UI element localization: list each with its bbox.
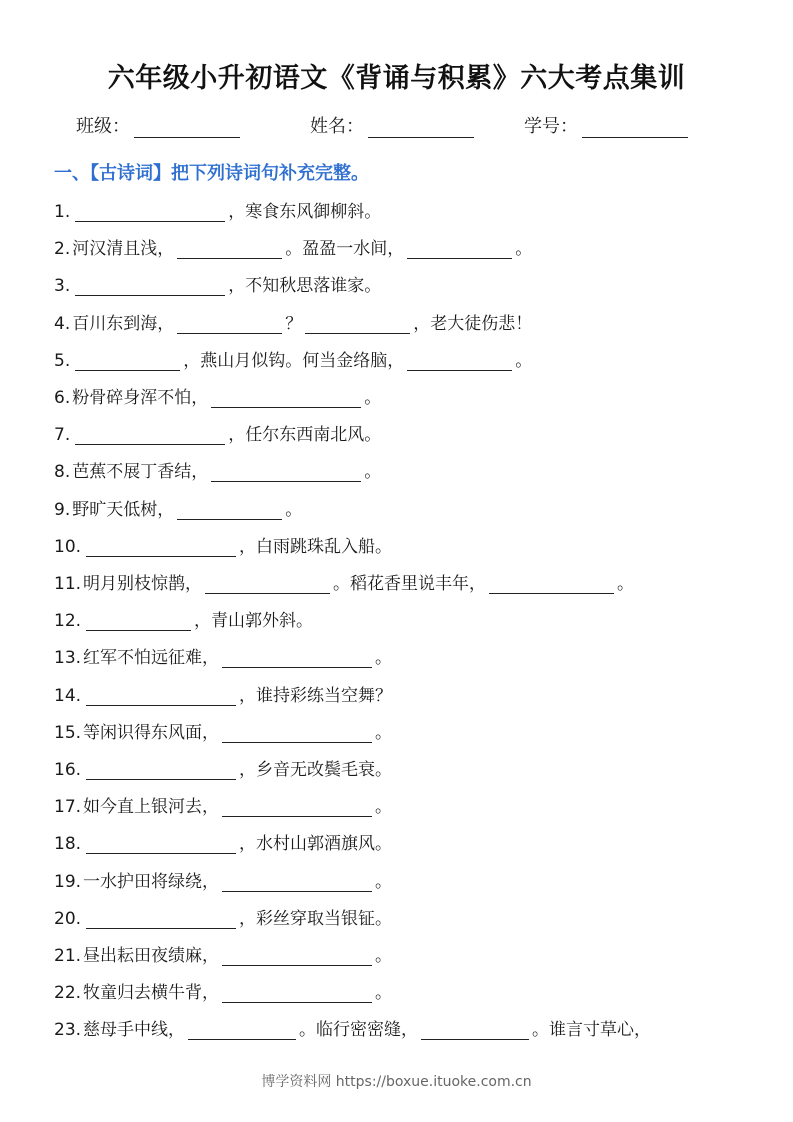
question-item (54, 1016, 651, 1040)
question-number: 11. (54, 574, 82, 594)
question-number: 20. (54, 908, 82, 929)
question-item (54, 830, 392, 854)
question-item (54, 570, 634, 594)
question-text: 。 (375, 983, 393, 1004)
question-number: 10. (54, 536, 82, 557)
question-number: 1. (54, 202, 71, 222)
question-text: 如今直上银河去， (83, 797, 220, 818)
student-id-label: 学号： (524, 116, 578, 137)
answer-blank[interactable] (407, 352, 512, 371)
question-text: 。 (375, 946, 393, 966)
question-number: 19. (54, 871, 82, 892)
question-text: ，白雨跳珠乱入船。 (239, 536, 393, 557)
answer-blank[interactable] (489, 575, 614, 594)
answer-blank[interactable] (86, 687, 236, 706)
question-number: 14. (54, 685, 82, 706)
question-text: 芭蕉不展丁香结， (72, 462, 209, 483)
question-text: ，谁持彩练当空舞？ (239, 685, 393, 706)
question-item (54, 421, 381, 445)
question-number: 4. (54, 313, 71, 334)
class-input-line[interactable] (134, 119, 240, 138)
question-text: ，彩丝穿取当银钲。 (239, 908, 393, 929)
question-item (54, 644, 392, 668)
question-text: 。 (375, 722, 393, 743)
answer-blank[interactable] (407, 240, 512, 259)
answer-blank[interactable] (305, 315, 410, 334)
question-text: ，任尔东西南北风。 (228, 425, 382, 446)
question-text: 粉骨碎身浑不怕， (72, 388, 209, 408)
answer-blank[interactable] (86, 612, 191, 631)
question-text: 慈母手中线， (83, 1020, 186, 1041)
footer-watermark: 博学资料网 https://boxue.ituoke.com.cn (261, 1074, 532, 1090)
question-item (54, 868, 392, 892)
question-item (54, 310, 532, 334)
question-text: 。 (285, 499, 303, 520)
question-number: 12. (54, 611, 82, 632)
answer-blank[interactable] (86, 538, 236, 557)
question-item (54, 384, 381, 408)
question-text: ，乡音无改鬓毛衰。 (239, 760, 393, 780)
question-item (54, 756, 392, 780)
question-text: 。临行密密缝， (299, 1020, 419, 1041)
question-number: 2. (54, 239, 71, 260)
question-text: 一水护田将绿绕， (83, 871, 220, 892)
answer-blank[interactable] (188, 1021, 296, 1040)
question-number: 16. (54, 760, 82, 780)
question-number: 5. (54, 350, 71, 371)
answer-blank[interactable] (177, 315, 282, 334)
question-text: 。 (515, 350, 533, 371)
answer-blank[interactable] (211, 463, 361, 482)
answer-blank[interactable] (211, 389, 361, 408)
question-item (54, 533, 392, 557)
class-label: 班级： (76, 116, 130, 137)
answer-blank[interactable] (421, 1021, 529, 1040)
answer-blank[interactable] (75, 426, 225, 445)
question-item (54, 458, 381, 482)
question-text: 。 (375, 797, 393, 818)
question-number: 8. (54, 462, 71, 483)
name-field (310, 114, 474, 138)
question-text: ，青山郭外斜。 (194, 611, 314, 632)
question-number: 23. (54, 1020, 82, 1041)
answer-blank[interactable] (222, 947, 372, 966)
question-number: 21. (54, 946, 82, 966)
student-id-field (524, 114, 688, 138)
question-text: ，不知秋思落谁家。 (228, 276, 382, 297)
answer-blank[interactable] (177, 501, 282, 520)
question-text: 。 (364, 388, 382, 408)
question-text: ？ (285, 313, 303, 334)
question-text: 河汉清且浅， (72, 239, 175, 260)
question-number: 7. (54, 425, 71, 446)
question-item (54, 905, 392, 929)
question-number: 15. (54, 722, 82, 743)
question-text: 。 (375, 648, 393, 669)
question-number: 6. (54, 388, 71, 408)
question-text: 。 (364, 462, 382, 483)
answer-blank[interactable] (86, 835, 236, 854)
answer-blank[interactable] (205, 575, 330, 594)
answer-blank[interactable] (222, 873, 372, 892)
question-text: 。谁言寸草心， (532, 1020, 652, 1041)
question-text: ，寒食东风御柳斜。 (228, 202, 382, 222)
answer-blank[interactable] (86, 910, 236, 929)
question-number: 22. (54, 983, 82, 1004)
question-text: ，燕山月似钩。何当金络脑， (183, 350, 405, 371)
question-text: 等闲识得东风面， (83, 722, 220, 743)
question-text: 。盈盈一水间， (285, 239, 405, 260)
page-title: 六年级小升初语文《背诵与积累》六大考点集训 (107, 63, 686, 94)
answer-blank[interactable] (86, 761, 236, 780)
class-field (76, 114, 240, 138)
section-heading: 一、【古诗词】把下列诗词句补充完整。 (54, 163, 369, 184)
question-text: 百川东到海， (72, 313, 175, 334)
name-label: 姓名： (310, 116, 364, 137)
question-text: ，老大徒伤悲！ (413, 313, 533, 334)
answer-blank[interactable] (222, 724, 372, 743)
question-item (54, 979, 392, 1003)
question-item (54, 496, 302, 520)
question-number: 9. (54, 499, 71, 520)
question-text: 牧童归去横牛背， (83, 983, 220, 1004)
question-item (54, 272, 381, 296)
question-number: 3. (54, 276, 71, 297)
question-number: 17. (54, 797, 82, 818)
question-text: 。 (375, 871, 393, 892)
question-item (54, 198, 381, 222)
question-item (54, 793, 392, 817)
question-text: 。 (617, 574, 635, 594)
answer-blank[interactable] (177, 240, 282, 259)
question-text: 昼出耘田夜绩麻， (83, 946, 220, 966)
question-item (54, 235, 532, 259)
question-text: ，水村山郭酒旗风。 (239, 834, 393, 855)
question-number: 18. (54, 834, 82, 855)
question-text: 野旷天低树， (72, 499, 175, 520)
answer-blank[interactable] (222, 649, 372, 668)
question-item (54, 682, 392, 706)
question-item (54, 347, 532, 371)
answer-blank[interactable] (75, 277, 225, 296)
question-item (54, 719, 392, 743)
question-text: 。稻花香里说丰年， (333, 574, 487, 594)
question-number: 13. (54, 648, 82, 669)
question-text: 。 (515, 239, 533, 260)
answer-blank[interactable] (222, 984, 372, 1003)
student-id-input-line[interactable] (582, 119, 688, 138)
question-item (54, 607, 313, 631)
answer-blank[interactable] (222, 798, 372, 817)
question-text: 红军不怕远征难， (83, 648, 220, 669)
question-item (54, 942, 392, 966)
name-input-line[interactable] (368, 119, 474, 138)
question-text: 明月别枝惊鹊， (83, 574, 203, 594)
answer-blank[interactable] (75, 203, 225, 222)
answer-blank[interactable] (75, 352, 180, 371)
